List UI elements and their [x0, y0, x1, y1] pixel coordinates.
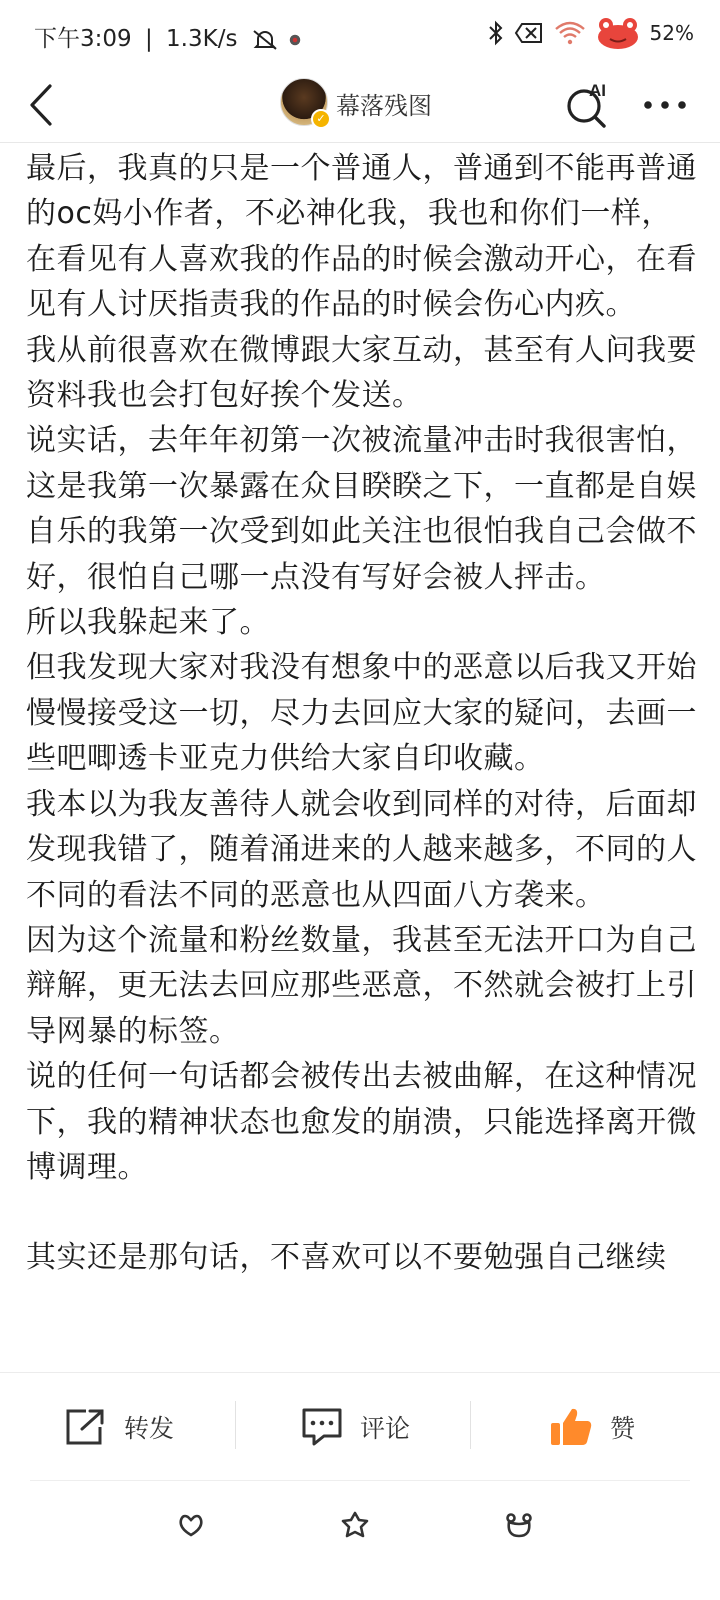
status-right — [488, 16, 694, 50]
like-label: 赞 — [610, 1414, 636, 1443]
divider — [30, 1480, 690, 1481]
repost-icon — [64, 1407, 108, 1447]
comment-label: 评论 — [360, 1414, 411, 1443]
nav-back-icon[interactable] — [176, 1510, 206, 1540]
paragraph: 我从前很喜欢在微博跟大家互动，甚至有人问我要资料我也会打包好挨个发送。 — [26, 332, 697, 414]
comment-button[interactable] — [300, 1373, 410, 1481]
action-bar — [0, 1372, 720, 1481]
wifi-icon — [554, 20, 586, 46]
status-separator: | — [144, 26, 153, 52]
battery-frog-icon — [596, 16, 640, 50]
divider — [235, 1401, 236, 1449]
post-header — [0, 70, 720, 143]
paragraph: 所以我躲起来了。 — [26, 605, 270, 641]
nav-recents-icon[interactable] — [504, 1510, 534, 1540]
status-bar — [0, 0, 720, 70]
no-sim-icon — [514, 21, 544, 45]
paragraph: 因为这个流量和粉丝数量，我甚至无法开口为自己辩解，更无法去回应那些恶意，不然就会被打上引导网暴的标签。 — [26, 922, 697, 1049]
back-arrow-icon[interactable] — [22, 80, 62, 130]
like-button[interactable] — [548, 1373, 635, 1481]
system-navigation-bar — [0, 1480, 720, 1600]
comment-icon — [300, 1406, 344, 1448]
paragraph: 说实话，去年年初第一次被流量冲击时我很害怕，这是我第一次暴露在众目睽睽之下，一直都是自娱自乐的我第一次受到如此关注也很怕我自己会做不好，很怕自己哪一点没有写好会被人抨击。 — [26, 423, 697, 595]
bluetooth-icon — [488, 20, 504, 46]
thumbs-up-icon — [548, 1405, 594, 1449]
divider — [470, 1401, 471, 1449]
more-options-icon[interactable] — [640, 90, 690, 120]
battery-percent: 52% — [649, 21, 694, 45]
paragraph: 但我发现大家对我没有想象中的恶意以后我又开始慢慢接受这一切，尽力去回应大家的疑问，去画一些吧唧透卡亚克力供给大家自印收藏。 — [26, 650, 697, 777]
paragraph: 最后，我真的只是一个普通人，普通到不能再普通的oc妈小作者，不必神化我，我也和你们一样，在看见有人喜欢我的作品的时候会激动开心，在看见有人讨厌指责我的作品的时候会伤心内疚。 — [26, 151, 697, 323]
ai-search-icon[interactable] — [562, 76, 616, 132]
paragraph: 说的任何一句话都会被传出去被曲解，在这种情况下，我的精神状态也愈发的崩溃，只能选择离开微博调理。 — [26, 1059, 697, 1185]
nav-home-icon[interactable] — [340, 1510, 370, 1540]
status-time: 下午3:09 — [34, 26, 132, 52]
app-notification-icon — [286, 28, 304, 52]
author-name[interactable]: 幕落残图 — [336, 92, 432, 120]
ai-label: AI — [589, 81, 606, 100]
repost-button[interactable] — [64, 1373, 174, 1481]
paragraph: 我本以为我友善待人就会收到同样的对待，后面却发现我错了，随着涌进来的人越来越多，不同的人不同的看法不同的恶意也从四面八方袭来。 — [26, 786, 697, 913]
post-body — [26, 146, 702, 1370]
paragraph-gap — [26, 1190, 702, 1235]
mute-bell-icon — [251, 28, 279, 52]
verified-badge-icon: ✓ — [311, 109, 331, 129]
paragraph: 其实还是那句话，不喜欢可以不要勉强自己继续 — [26, 1240, 667, 1276]
network-speed: 1.3K/s — [166, 26, 238, 52]
status-left — [34, 20, 304, 53]
repost-label: 转发 — [124, 1414, 175, 1443]
